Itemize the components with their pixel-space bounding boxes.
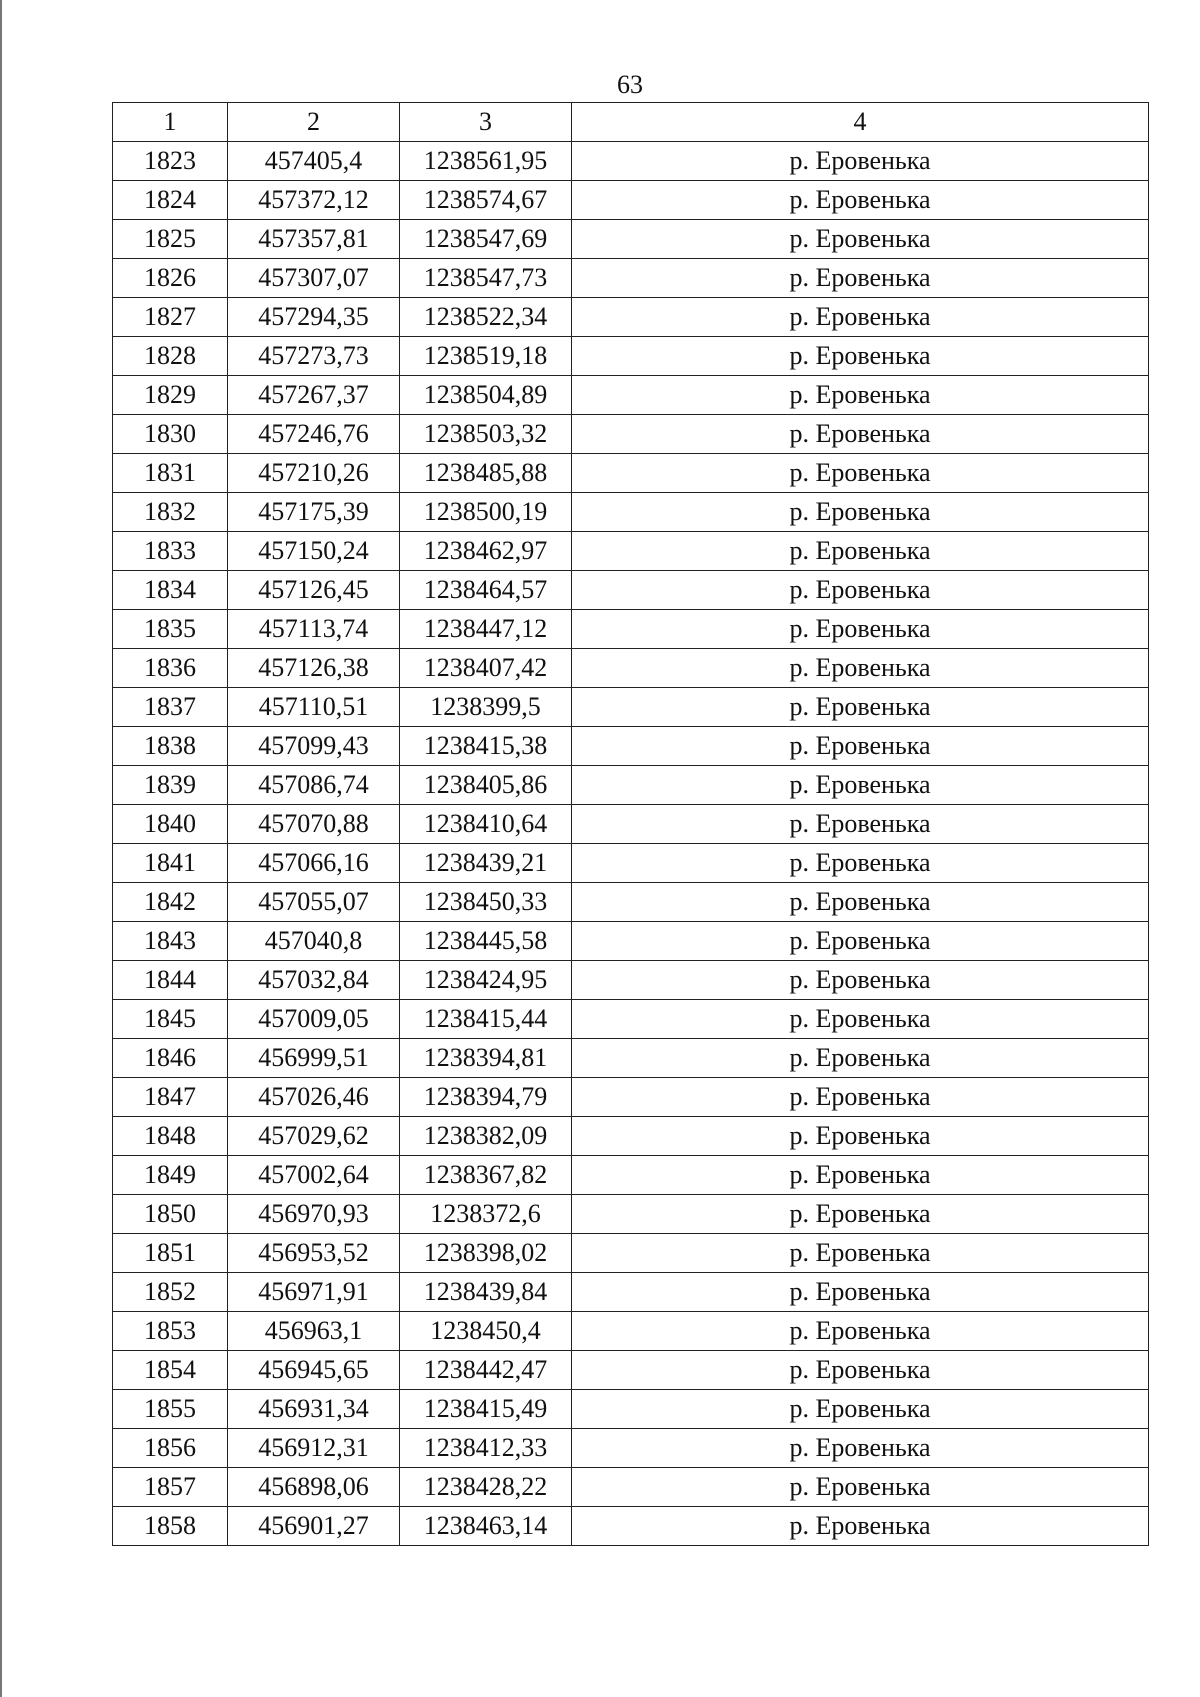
coordinate-x-cell: 457372,12 (228, 181, 400, 220)
coordinate-x-cell: 457307,07 (228, 259, 400, 298)
table-row (113, 1312, 1149, 1351)
object-name-cell: р. Еровенька (572, 337, 1149, 376)
object-name-cell: р. Еровенька (572, 1234, 1149, 1273)
point-number-cell: 1853 (113, 1312, 228, 1351)
table-row (113, 1507, 1149, 1546)
table-body (113, 142, 1149, 1546)
object-name-cell: р. Еровенька (572, 1390, 1149, 1429)
object-name-cell: р. Еровенька (572, 181, 1149, 220)
point-number-cell: 1844 (113, 961, 228, 1000)
coordinate-x-cell: 457126,45 (228, 571, 400, 610)
table-row (113, 610, 1149, 649)
point-number-cell: 1856 (113, 1429, 228, 1468)
table-row (113, 1117, 1149, 1156)
coordinate-y-cell: 1238394,81 (400, 1039, 572, 1078)
table-row (113, 1390, 1149, 1429)
coordinate-x-cell: 457040,8 (228, 922, 400, 961)
coordinate-x-cell: 457055,07 (228, 883, 400, 922)
coordinate-y-cell: 1238405,86 (400, 766, 572, 805)
object-name-cell: р. Еровенька (572, 571, 1149, 610)
object-name-cell: р. Еровенька (572, 1195, 1149, 1234)
header-cell-3: 3 (400, 103, 572, 142)
table-row (113, 961, 1149, 1000)
coordinate-y-cell: 1238367,82 (400, 1156, 572, 1195)
coordinate-x-cell: 456912,31 (228, 1429, 400, 1468)
object-name-cell: р. Еровенька (572, 922, 1149, 961)
table-row (113, 649, 1149, 688)
table-row (113, 766, 1149, 805)
point-number-cell: 1837 (113, 688, 228, 727)
point-number-cell: 1824 (113, 181, 228, 220)
table-row (113, 727, 1149, 766)
table-row (113, 1468, 1149, 1507)
object-name-cell: р. Еровенька (572, 688, 1149, 727)
object-name-cell: р. Еровенька (572, 493, 1149, 532)
table-row (113, 415, 1149, 454)
coordinate-x-cell: 457273,73 (228, 337, 400, 376)
point-number-cell: 1855 (113, 1390, 228, 1429)
coordinate-x-cell: 456971,91 (228, 1273, 400, 1312)
point-number-cell: 1833 (113, 532, 228, 571)
point-number-cell: 1835 (113, 610, 228, 649)
coordinates-table (112, 102, 1149, 1546)
table-row (113, 1000, 1149, 1039)
table-row (113, 220, 1149, 259)
table-row (113, 1078, 1149, 1117)
point-number-cell: 1840 (113, 805, 228, 844)
coordinate-y-cell: 1238372,6 (400, 1195, 572, 1234)
table-row (113, 844, 1149, 883)
coordinate-y-cell: 1238561,95 (400, 142, 572, 181)
coordinate-x-cell: 457099,43 (228, 727, 400, 766)
object-name-cell: р. Еровенька (572, 454, 1149, 493)
object-name-cell: р. Еровенька (572, 1351, 1149, 1390)
coordinate-y-cell: 1238415,44 (400, 1000, 572, 1039)
coordinate-x-cell: 457110,51 (228, 688, 400, 727)
header-cell-2: 2 (228, 103, 400, 142)
header-cell-4: 4 (572, 103, 1149, 142)
coordinate-x-cell: 457070,88 (228, 805, 400, 844)
coordinate-x-cell: 457294,35 (228, 298, 400, 337)
coordinate-x-cell: 457026,46 (228, 1078, 400, 1117)
point-number-cell: 1841 (113, 844, 228, 883)
object-name-cell: р. Еровенька (572, 1468, 1149, 1507)
object-name-cell: р. Еровенька (572, 844, 1149, 883)
point-number-cell: 1829 (113, 376, 228, 415)
point-number-cell: 1858 (113, 1507, 228, 1546)
coordinate-y-cell: 1238503,32 (400, 415, 572, 454)
coordinate-y-cell: 1238485,88 (400, 454, 572, 493)
coordinate-y-cell: 1238399,5 (400, 688, 572, 727)
coordinate-y-cell: 1238407,42 (400, 649, 572, 688)
coordinate-x-cell: 457246,76 (228, 415, 400, 454)
table-row (113, 181, 1149, 220)
coordinate-y-cell: 1238439,21 (400, 844, 572, 883)
point-number-cell: 1842 (113, 883, 228, 922)
coordinate-y-cell: 1238398,02 (400, 1234, 572, 1273)
point-number-cell: 1825 (113, 220, 228, 259)
coordinate-x-cell: 457002,64 (228, 1156, 400, 1195)
table-row (113, 571, 1149, 610)
coordinate-x-cell: 457267,37 (228, 376, 400, 415)
coordinate-x-cell: 457210,26 (228, 454, 400, 493)
point-number-cell: 1828 (113, 337, 228, 376)
table-row (113, 493, 1149, 532)
object-name-cell: р. Еровенька (572, 532, 1149, 571)
table-row (113, 883, 1149, 922)
coordinate-x-cell: 457175,39 (228, 493, 400, 532)
object-name-cell: р. Еровенька (572, 610, 1149, 649)
coordinate-y-cell: 1238462,97 (400, 532, 572, 571)
coordinate-y-cell: 1238522,34 (400, 298, 572, 337)
object-name-cell: р. Еровенька (572, 376, 1149, 415)
point-number-cell: 1839 (113, 766, 228, 805)
table-row (113, 376, 1149, 415)
object-name-cell: р. Еровенька (572, 1273, 1149, 1312)
point-number-cell: 1852 (113, 1273, 228, 1312)
coordinate-x-cell: 457405,4 (228, 142, 400, 181)
coordinate-y-cell: 1238574,67 (400, 181, 572, 220)
point-number-cell: 1850 (113, 1195, 228, 1234)
point-number-cell: 1847 (113, 1078, 228, 1117)
coordinate-y-cell: 1238415,49 (400, 1390, 572, 1429)
point-number-cell: 1846 (113, 1039, 228, 1078)
table-row (113, 259, 1149, 298)
point-number-cell: 1834 (113, 571, 228, 610)
table-row (113, 1195, 1149, 1234)
object-name-cell: р. Еровенька (572, 1429, 1149, 1468)
point-number-cell: 1823 (113, 142, 228, 181)
object-name-cell: р. Еровенька (572, 766, 1149, 805)
coordinate-y-cell: 1238547,69 (400, 220, 572, 259)
coordinate-y-cell: 1238464,57 (400, 571, 572, 610)
table-row (113, 142, 1149, 181)
point-number-cell: 1851 (113, 1234, 228, 1273)
coordinate-y-cell: 1238504,89 (400, 376, 572, 415)
table-row (113, 532, 1149, 571)
object-name-cell: р. Еровенька (572, 142, 1149, 181)
coordinate-x-cell: 456963,1 (228, 1312, 400, 1351)
table-row (113, 922, 1149, 961)
object-name-cell: р. Еровенька (572, 1507, 1149, 1546)
table-row (113, 1156, 1149, 1195)
point-number-cell: 1827 (113, 298, 228, 337)
point-number-cell: 1830 (113, 415, 228, 454)
coordinate-x-cell: 457357,81 (228, 220, 400, 259)
coordinate-x-cell: 456945,65 (228, 1351, 400, 1390)
coordinate-x-cell: 457126,38 (228, 649, 400, 688)
coordinate-y-cell: 1238394,79 (400, 1078, 572, 1117)
coordinate-y-cell: 1238439,84 (400, 1273, 572, 1312)
coordinate-y-cell: 1238442,47 (400, 1351, 572, 1390)
coordinate-y-cell: 1238500,19 (400, 493, 572, 532)
coordinate-x-cell: 457086,74 (228, 766, 400, 805)
point-number-cell: 1848 (113, 1117, 228, 1156)
table-row (113, 805, 1149, 844)
page-number: 63 (617, 70, 643, 99)
coordinate-x-cell: 457066,16 (228, 844, 400, 883)
coordinate-y-cell: 1238410,64 (400, 805, 572, 844)
object-name-cell: р. Еровенька (572, 298, 1149, 337)
table-row (113, 1351, 1149, 1390)
coordinate-y-cell: 1238450,33 (400, 883, 572, 922)
object-name-cell: р. Еровенька (572, 961, 1149, 1000)
coordinate-y-cell: 1238447,12 (400, 610, 572, 649)
object-name-cell: р. Еровенька (572, 805, 1149, 844)
coordinate-x-cell: 456953,52 (228, 1234, 400, 1273)
table-row (113, 688, 1149, 727)
point-number-cell: 1849 (113, 1156, 228, 1195)
coordinate-x-cell: 457032,84 (228, 961, 400, 1000)
point-number-cell: 1843 (113, 922, 228, 961)
point-number-cell: 1832 (113, 493, 228, 532)
coordinate-y-cell: 1238463,14 (400, 1507, 572, 1546)
object-name-cell: р. Еровенька (572, 649, 1149, 688)
object-name-cell: р. Еровенька (572, 727, 1149, 766)
coordinate-y-cell: 1238382,09 (400, 1117, 572, 1156)
point-number-cell: 1857 (113, 1468, 228, 1507)
coordinate-y-cell: 1238445,58 (400, 922, 572, 961)
table-row (113, 1234, 1149, 1273)
table-row (113, 298, 1149, 337)
table-row (113, 1429, 1149, 1468)
object-name-cell: р. Еровенька (572, 415, 1149, 454)
point-number-cell: 1845 (113, 1000, 228, 1039)
coordinate-y-cell: 1238519,18 (400, 337, 572, 376)
table-row (113, 1039, 1149, 1078)
table-header-row (113, 103, 1149, 142)
coordinate-x-cell: 456898,06 (228, 1468, 400, 1507)
object-name-cell: р. Еровенька (572, 1117, 1149, 1156)
coordinate-y-cell: 1238547,73 (400, 259, 572, 298)
object-name-cell: р. Еровенька (572, 1078, 1149, 1117)
coordinate-x-cell: 456999,51 (228, 1039, 400, 1078)
coordinate-x-cell: 456901,27 (228, 1507, 400, 1546)
coordinate-x-cell: 456970,93 (228, 1195, 400, 1234)
coordinate-y-cell: 1238424,95 (400, 961, 572, 1000)
coordinate-x-cell: 456931,34 (228, 1390, 400, 1429)
point-number-cell: 1826 (113, 259, 228, 298)
object-name-cell: р. Еровенька (572, 220, 1149, 259)
point-number-cell: 1854 (113, 1351, 228, 1390)
coordinate-x-cell: 457150,24 (228, 532, 400, 571)
object-name-cell: р. Еровенька (572, 883, 1149, 922)
coordinate-y-cell: 1238428,22 (400, 1468, 572, 1507)
object-name-cell: р. Еровенька (572, 1312, 1149, 1351)
coordinate-y-cell: 1238415,38 (400, 727, 572, 766)
object-name-cell: р. Еровенька (572, 259, 1149, 298)
object-name-cell: р. Еровенька (572, 1156, 1149, 1195)
table-row (113, 454, 1149, 493)
coordinate-x-cell: 457009,05 (228, 1000, 400, 1039)
point-number-cell: 1836 (113, 649, 228, 688)
coordinate-x-cell: 457029,62 (228, 1117, 400, 1156)
table-row (113, 337, 1149, 376)
header-cell-1: 1 (113, 103, 228, 142)
scan-edge-line (0, 0, 2, 1697)
coordinate-x-cell: 457113,74 (228, 610, 400, 649)
coordinate-y-cell: 1238450,4 (400, 1312, 572, 1351)
point-number-cell: 1838 (113, 727, 228, 766)
coordinate-y-cell: 1238412,33 (400, 1429, 572, 1468)
point-number-cell: 1831 (113, 454, 228, 493)
table-row (113, 1273, 1149, 1312)
object-name-cell: р. Еровенька (572, 1039, 1149, 1078)
object-name-cell: р. Еровенька (572, 1000, 1149, 1039)
